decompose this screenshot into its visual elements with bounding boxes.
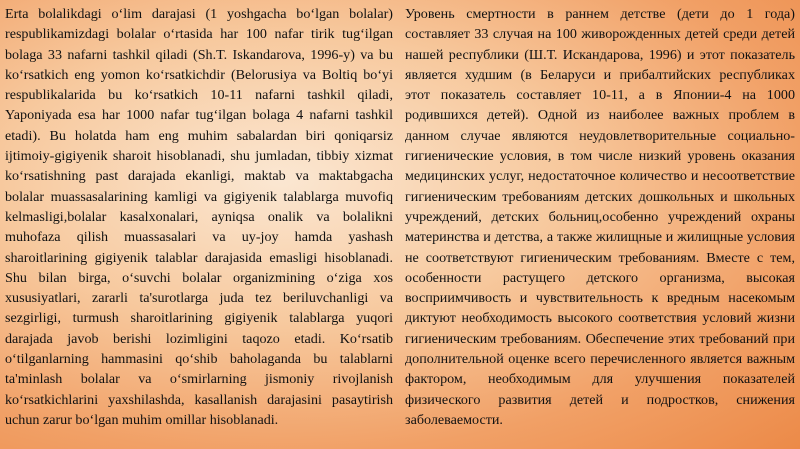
uzbek-text-column [5,4,393,430]
russian-paragraph: Уровень смертности в раннем детстве (дети до 1 года) составляет 33 случая на 100 живорожденных детей среди детей нашей республики (Ш.Т. Искандарова, 1996) и этот показатель является худшим (в Беларуси и прибалтийских республиках этот показатель составляет 10-11, а в Японии-4 на 1000 родившихся детей). Одной из наиболее важных проблем в данном случае являются неудовлетворительные социально-гигиенические условия, в том числе низкий уровень оказания медицинских услуг, недостаточное количество и несоответствие гигиеническим требованиям детских дошкольных и школьных учреждений, детских больниц,особенно учреждений охраны материнства и детства, а также жилищные и жилищные условия не соответствуют гигиеническим требованиям. Вместе с тем, особенности растущего детского организма, высокая восприимчивость и чувствительность к вредным насекомым диктуют необходимость высокого соответствия условий жизни гигиеническим требованиям. Обеспечение этих требований при дополнительной оценке всего перечисленного является важным фактором, необходимым для улучшения показателей физического развития детей и подростков, снижения заболеваемости. [405,6,795,428]
russian-text-column [405,4,795,430]
uzbek-paragraph: Erta bolalikdagi oʻlim darajasi (1 yoshgacha boʻlgan bolalar) respublikamizdagi bolalar oʻrtasida har 100 nafar tirik tugʻilgan bolaga 33 nafarni tashkil qiladi (Sh.T. Iskandarova, 1996-y) va bu koʻrsatkich eng yomon koʻrsatkichdir (Belorusiya va Boltiq boʻyi respublikalarida bu koʻrsatkich 10-11 nafarni tashkil qiladi, Yaponiyada esa har 1000 nafar tugʻilgan bolaga 4 nafarni tashkil etadi). Bu holatda ham eng muhim sabalardan biri qoniqarsiz ijtimoiy-gigiyenik sharoit hisoblanadi, shu jumladan, tibbiy xizmat koʻrsatishning past darajada ekanligi, maktab va maktabgacha bolalar muassasalarining kamligi va gigiyenik talablarga muvofiq kelmasligi,bolalar kasalxonalari, ayniqsa onalik va bolalikni muhofaza qilish muassasalari va uy-joy hamda yashash sharoitlarining gigiyenik talablar darajasida emasligi hisoblanadi. Shu bilan birga, oʻsuvchi bolalar organizmining oʻziga xos xususiyatlari, zararli ta'surotlarga juda tez beriluvchanligi va sezgirligi, turmush sharoitlarining gigiyenik talablarga yuqori darajada javob berishi lozimligini taqozo etadi. Koʻrsatib oʻtilganlarning hammasini qoʻshib baholaganda bu talablarni ta'minlash bolalar va oʻsmirlarning jismoniy rivojlanish koʻrsatkichlarini yaxshilashda, kasallanish darajasini pasaytirish uchun zarur boʻlgan muhim omillar hisoblanadi. [5,6,393,428]
